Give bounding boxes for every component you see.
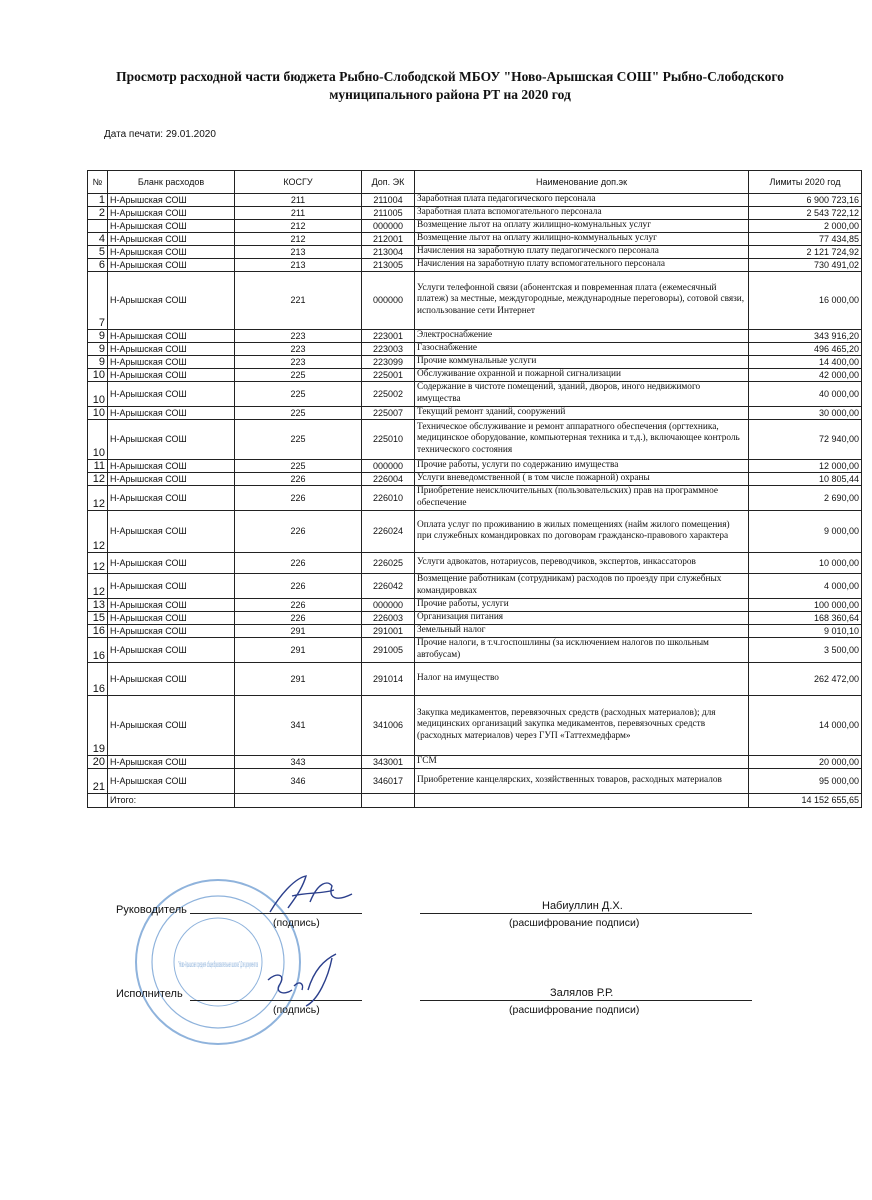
title-line-2: муниципального района РТ на 2020 год xyxy=(329,87,571,102)
table-row xyxy=(88,207,862,220)
row-number: 16 xyxy=(88,637,108,662)
row-limit: 730 491,02 xyxy=(749,258,862,271)
row-ek: 211005 xyxy=(362,207,415,220)
row-limit: 496 465,20 xyxy=(749,342,862,355)
row-name: Земельный налог xyxy=(415,624,749,637)
row-kosgu: 291 xyxy=(235,637,362,662)
row-number xyxy=(88,220,108,233)
row-number: 11 xyxy=(88,459,108,472)
row-blank: Н-Арышская СОШ xyxy=(108,768,235,793)
row-ek: 223001 xyxy=(362,329,415,342)
row-number: 16 xyxy=(88,662,108,695)
row-kosgu: 226 xyxy=(235,573,362,598)
row-ek: 213004 xyxy=(362,245,415,258)
executor-signature-caption: (подпись) xyxy=(273,1004,320,1016)
row-number: 21 xyxy=(88,768,108,793)
row-kosgu: 346 xyxy=(235,768,362,793)
row-limit: 3 500,00 xyxy=(749,637,862,662)
row-name: Возмещение работникам (сотрудникам) расходов по проезду при служебных командировках xyxy=(415,573,749,598)
row-kosgu: 225 xyxy=(235,419,362,459)
row-blank: Н-Арышская СОШ xyxy=(108,232,235,245)
header-name: Наименование доп.эк xyxy=(415,171,749,194)
row-name: Заработная плата педагогического персонала xyxy=(415,194,749,207)
row-limit: 77 434,85 xyxy=(749,232,862,245)
row-blank: Н-Арышская СОШ xyxy=(108,695,235,755)
row-name: Содержание в чистоте помещений, зданий, дворов, иного недвижимого имущества xyxy=(415,381,749,406)
row-limit: 95 000,00 xyxy=(749,768,862,793)
row-limit: 14 400,00 xyxy=(749,355,862,368)
director-name-caption: (расшифрование подписи) xyxy=(509,917,640,929)
row-number: 4 xyxy=(88,232,108,245)
row-limit: 262 472,00 xyxy=(749,662,862,695)
table-row xyxy=(88,329,862,342)
row-limit: 9 010,10 xyxy=(749,624,862,637)
row-kosgu: 213 xyxy=(235,258,362,271)
row-blank: Н-Арышская СОШ xyxy=(108,573,235,598)
table-row xyxy=(88,406,862,419)
row-ek: 223099 xyxy=(362,355,415,368)
row-name: Прочие коммунальные услуги xyxy=(415,355,749,368)
row-kosgu: 223 xyxy=(235,355,362,368)
row-limit: 2 690,00 xyxy=(749,485,862,510)
row-kosgu: 213 xyxy=(235,245,362,258)
row-ek: 223003 xyxy=(362,342,415,355)
row-limit: 9 000,00 xyxy=(749,510,862,552)
row-number: 10 xyxy=(88,406,108,419)
row-limit: 30 000,00 xyxy=(749,406,862,419)
row-number: 9 xyxy=(88,342,108,355)
row-number: 9 xyxy=(88,355,108,368)
row-number: 10 xyxy=(88,381,108,406)
row-blank: Н-Арышская СОШ xyxy=(108,194,235,207)
row-limit: 2 543 722,12 xyxy=(749,207,862,220)
row-number: 12 xyxy=(88,472,108,485)
row-ek: 343001 xyxy=(362,755,415,768)
row-number: 19 xyxy=(88,695,108,755)
row-name: Организация питания xyxy=(415,611,749,624)
row-blank: Н-Арышская СОШ xyxy=(108,552,235,573)
row-number: 12 xyxy=(88,552,108,573)
table-row xyxy=(88,624,862,637)
row-kosgu: 225 xyxy=(235,368,362,381)
table-row xyxy=(88,768,862,793)
header-blank: Бланк расходов xyxy=(108,171,235,194)
row-ek: 211004 xyxy=(362,194,415,207)
row-ek: 226003 xyxy=(362,611,415,624)
row-name: Приобретение канцелярских, хозяйственных товаров, расходных материалов xyxy=(415,768,749,793)
table-row xyxy=(88,194,862,207)
row-limit: 12 000,00 xyxy=(749,459,862,472)
row-name: Начисления на заработную плату педагогического персонала xyxy=(415,245,749,258)
row-number: 7 xyxy=(88,271,108,329)
row-number: 12 xyxy=(88,485,108,510)
row-ek: 000000 xyxy=(362,598,415,611)
row-number: 10 xyxy=(88,368,108,381)
row-name: Газоснабжение xyxy=(415,342,749,355)
row-number: 6 xyxy=(88,258,108,271)
row-number: 13 xyxy=(88,598,108,611)
row-ek: 212001 xyxy=(362,232,415,245)
director-name: Набиуллин Д.Х. xyxy=(542,900,623,912)
row-kosgu: 221 xyxy=(235,271,362,329)
row-limit: 16 000,00 xyxy=(749,271,862,329)
row-limit: 10 000,00 xyxy=(749,552,862,573)
row-number: 5 xyxy=(88,245,108,258)
row-name: Заработная плата вспомогательного персонала xyxy=(415,207,749,220)
row-limit: 72 940,00 xyxy=(749,419,862,459)
table-row xyxy=(88,552,862,573)
table-row xyxy=(88,232,862,245)
total-empty-cell xyxy=(415,793,749,807)
row-ek: 225001 xyxy=(362,368,415,381)
row-kosgu: 291 xyxy=(235,624,362,637)
row-name: Возмещение льгот на оплату жилищно-комунальных услуг xyxy=(415,220,749,233)
table-row xyxy=(88,510,862,552)
table-row xyxy=(88,695,862,755)
row-kosgu: 226 xyxy=(235,552,362,573)
header-num: № xyxy=(88,171,108,194)
row-blank: Н-Арышская СОШ xyxy=(108,329,235,342)
row-blank: Н-Арышская СОШ xyxy=(108,624,235,637)
row-ek: 291001 xyxy=(362,624,415,637)
table-row xyxy=(88,662,862,695)
row-blank: Н-Арышская СОШ xyxy=(108,598,235,611)
row-limit: 100 000,00 xyxy=(749,598,862,611)
executor-name-caption: (расшифрование подписи) xyxy=(509,1004,640,1016)
row-kosgu: 225 xyxy=(235,459,362,472)
table-row xyxy=(88,258,862,271)
row-name: Налог на имущество xyxy=(415,662,749,695)
row-kosgu: 223 xyxy=(235,329,362,342)
row-kosgu: 341 xyxy=(235,695,362,755)
stamp-text: "Ново-Арышская средняя общеобразовательная школа" Для документов xyxy=(178,960,258,969)
row-blank: Н-Арышская СОШ xyxy=(108,271,235,329)
row-ek: 226042 xyxy=(362,573,415,598)
row-number: 9 xyxy=(88,329,108,342)
row-ek: 291014 xyxy=(362,662,415,695)
director-name-line xyxy=(420,913,752,914)
table-row xyxy=(88,485,862,510)
total-label: Итого: xyxy=(108,793,235,807)
row-limit: 2 000,00 xyxy=(749,220,862,233)
budget-table xyxy=(87,170,862,808)
row-blank: Н-Арышская СОШ xyxy=(108,406,235,419)
row-limit: 168 360,64 xyxy=(749,611,862,624)
director-label: Руководитель xyxy=(116,904,187,916)
table-row xyxy=(88,245,862,258)
row-limit: 40 000,00 xyxy=(749,381,862,406)
table-row xyxy=(88,381,862,406)
row-blank: Н-Арышская СОШ xyxy=(108,611,235,624)
row-limit: 20 000,00 xyxy=(749,755,862,768)
executor-name-line xyxy=(420,1000,752,1001)
row-kosgu: 291 xyxy=(235,662,362,695)
row-blank: Н-Арышская СОШ xyxy=(108,459,235,472)
row-name: Начисления на заработную плату вспомогательного персонала xyxy=(415,258,749,271)
table-row xyxy=(88,271,862,329)
row-number: 20 xyxy=(88,755,108,768)
row-ek: 225007 xyxy=(362,406,415,419)
table-row xyxy=(88,220,862,233)
row-kosgu: 225 xyxy=(235,381,362,406)
table-row xyxy=(88,637,862,662)
row-ek: 225010 xyxy=(362,419,415,459)
row-number: 12 xyxy=(88,510,108,552)
row-limit: 10 805,44 xyxy=(749,472,862,485)
title-line-1: Просмотр расходной части бюджета Рыбно-Слободской МБОУ "Ново-Арышская СОШ" Рыбно-Слободского xyxy=(116,69,784,84)
row-kosgu: 212 xyxy=(235,220,362,233)
row-number: 12 xyxy=(88,573,108,598)
row-name: Текущий ремонт зданий, сооружений xyxy=(415,406,749,419)
row-limit: 343 916,20 xyxy=(749,329,862,342)
row-name: ГСМ xyxy=(415,755,749,768)
row-blank: Н-Арышская СОШ xyxy=(108,755,235,768)
row-ek: 000000 xyxy=(362,271,415,329)
table-row xyxy=(88,419,862,459)
row-name: Прочие работы, услуги по содержанию имущества xyxy=(415,459,749,472)
row-limit: 2 121 724,92 xyxy=(749,245,862,258)
row-blank: Н-Арышская СОШ xyxy=(108,485,235,510)
director-signature xyxy=(262,872,358,916)
row-ek: 226004 xyxy=(362,472,415,485)
row-ek: 000000 xyxy=(362,459,415,472)
row-blank: Н-Арышская СОШ xyxy=(108,662,235,695)
header-ek: Доп. ЭК xyxy=(362,171,415,194)
row-name: Оплата услуг по проживанию в жилых помещениях (найм жилого помещения) при служебных командировках по договорам гражданско-правового характера xyxy=(415,510,749,552)
row-name: Услуги телефонной связи (абонентская и повременная плата (ежемесячный платеж) за местные, междугородные, международные переговоры), сотовой связи, использование сети Интернет xyxy=(415,271,749,329)
row-name: Возмещение льгот на оплату жилищно-коммунальных услуг xyxy=(415,232,749,245)
row-name: Услуги адвокатов, нотариусов, переводчиков, экспертов, инкассаторов xyxy=(415,552,749,573)
total-row xyxy=(88,793,862,807)
row-kosgu: 226 xyxy=(235,598,362,611)
row-blank: Н-Арышская СОШ xyxy=(108,355,235,368)
row-ek: 213005 xyxy=(362,258,415,271)
table-header-row xyxy=(88,171,862,194)
row-blank: Н-Арышская СОШ xyxy=(108,637,235,662)
row-ek: 291005 xyxy=(362,637,415,662)
row-limit: 6 900 723,16 xyxy=(749,194,862,207)
row-kosgu: 226 xyxy=(235,472,362,485)
row-number: 15 xyxy=(88,611,108,624)
row-name: Техническое обслуживание и ремонт аппаратного обеспечения (оргтехника, медицинское оборудование, компьютерная техника и т.д.), включающее контроль технического состояния xyxy=(415,419,749,459)
total-value: 14 152 655,65 xyxy=(749,793,862,807)
row-ek: 000000 xyxy=(362,220,415,233)
row-ek: 341006 xyxy=(362,695,415,755)
row-number: 16 xyxy=(88,624,108,637)
executor-name: Залялов Р.Р. xyxy=(550,987,614,999)
row-blank: Н-Арышская СОШ xyxy=(108,419,235,459)
row-ek: 226024 xyxy=(362,510,415,552)
print-date: Дата печати: 29.01.2020 xyxy=(104,129,216,140)
row-kosgu: 223 xyxy=(235,342,362,355)
row-ek: 226025 xyxy=(362,552,415,573)
header-limit: Лимиты 2020 год xyxy=(749,171,862,194)
row-blank: Н-Арышская СОШ xyxy=(108,510,235,552)
table-row xyxy=(88,355,862,368)
table-row xyxy=(88,573,862,598)
row-blank: Н-Арышская СОШ xyxy=(108,472,235,485)
row-kosgu: 226 xyxy=(235,510,362,552)
table-row xyxy=(88,368,862,381)
row-ek: 226010 xyxy=(362,485,415,510)
director-signature-caption: (подпись) xyxy=(273,917,320,929)
total-empty-cell xyxy=(362,793,415,807)
row-kosgu: 343 xyxy=(235,755,362,768)
row-ek: 225002 xyxy=(362,381,415,406)
row-limit: 4 000,00 xyxy=(749,573,862,598)
row-ek: 346017 xyxy=(362,768,415,793)
executor-label: Исполнитель xyxy=(116,988,183,1000)
row-kosgu: 211 xyxy=(235,194,362,207)
header-kosgu: КОСГУ xyxy=(235,171,362,194)
row-number: 10 xyxy=(88,419,108,459)
row-blank: Н-Арышская СОШ xyxy=(108,368,235,381)
row-blank: Н-Арышская СОШ xyxy=(108,207,235,220)
row-name: Приобретение неисключительных (пользовательских) прав на программное обеспечение xyxy=(415,485,749,510)
row-blank: Н-Арышская СОШ xyxy=(108,220,235,233)
row-name: Электроснабжение xyxy=(415,329,749,342)
table-row xyxy=(88,472,862,485)
row-blank: Н-Арышская СОШ xyxy=(108,342,235,355)
row-kosgu: 211 xyxy=(235,207,362,220)
total-num-cell xyxy=(88,793,108,807)
total-empty-cell xyxy=(235,793,362,807)
table-row xyxy=(88,598,862,611)
row-kosgu: 212 xyxy=(235,232,362,245)
page-title xyxy=(90,68,810,104)
row-kosgu: 226 xyxy=(235,611,362,624)
table-row xyxy=(88,611,862,624)
row-blank: Н-Арышская СОШ xyxy=(108,381,235,406)
row-kosgu: 225 xyxy=(235,406,362,419)
row-name: Прочие работы, услуги xyxy=(415,598,749,611)
table-row xyxy=(88,755,862,768)
executor-signature xyxy=(262,950,352,1010)
row-name: Прочие налоги, в т.ч.госпошлины (за исключением налогов по школьным автобусам) xyxy=(415,637,749,662)
row-limit: 14 000,00 xyxy=(749,695,862,755)
row-number: 1 xyxy=(88,194,108,207)
row-name: Услуги вневедомственной ( в том числе пожарной) охраны xyxy=(415,472,749,485)
row-number: 2 xyxy=(88,207,108,220)
row-blank: Н-Арышская СОШ xyxy=(108,258,235,271)
table-row xyxy=(88,342,862,355)
row-name: Обслуживание охранной и пожарной сигнализации xyxy=(415,368,749,381)
row-blank: Н-Арышская СОШ xyxy=(108,245,235,258)
row-kosgu: 226 xyxy=(235,485,362,510)
table-row xyxy=(88,459,862,472)
row-name: Закупка медикаментов, перевязочных средств (расходных материалов); для медицинских организаций закупка медикаментов, перевязочных средств (расходных материалов) через ГУП «Таттехмедфарм» xyxy=(415,695,749,755)
row-limit: 42 000,00 xyxy=(749,368,862,381)
